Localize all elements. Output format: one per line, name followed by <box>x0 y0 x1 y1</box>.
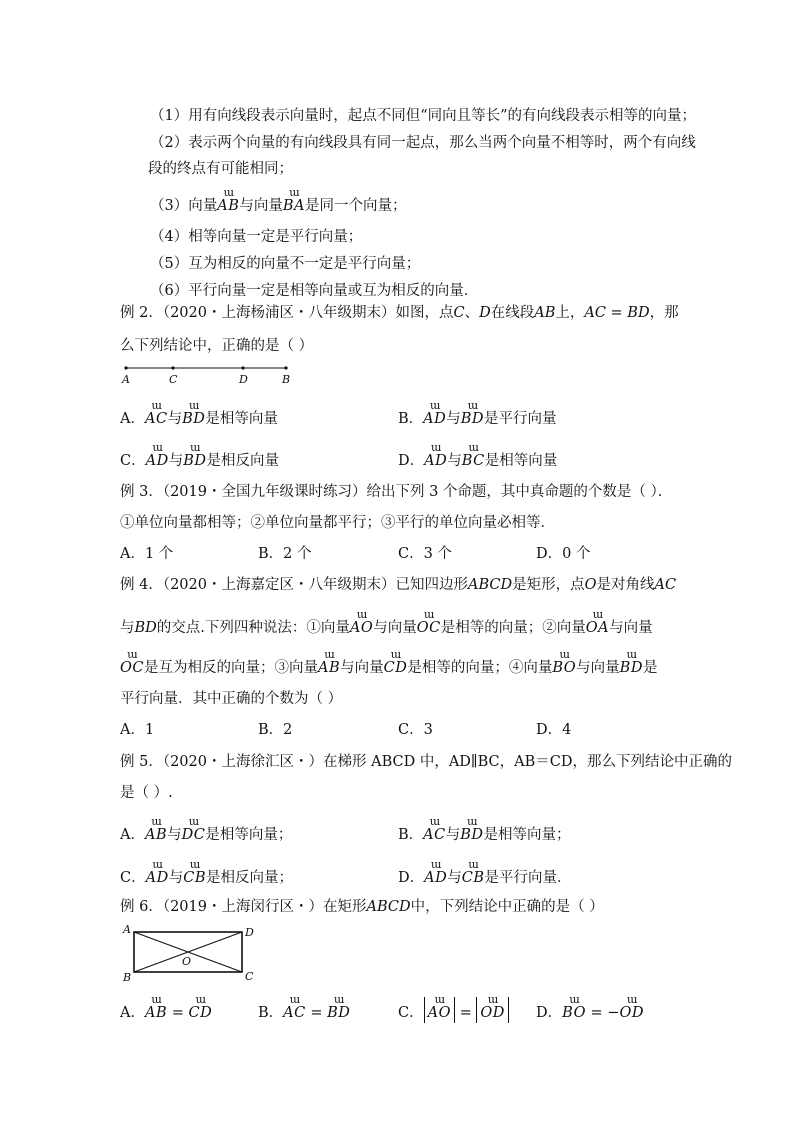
ex5-option-d[interactable]: D．ɯ AD与ɯ CB是平行向量． <box>398 862 572 888</box>
example-6-question: 例 6．（2019・上海闵行区・）在矩形ABCD中，下列结论中正确的是（ ） <box>120 899 604 915</box>
ex4-option-a[interactable]: A．1 <box>120 722 155 738</box>
ex5-option-c[interactable]: C．ɯ AD与ɯ CB是相反向量； <box>120 862 293 888</box>
ex6-option-b[interactable]: B．ɯ AC = ɯ BD <box>258 997 350 1023</box>
vertex-label-b: B <box>123 971 132 984</box>
ex4-option-d[interactable]: D．4 <box>536 722 572 738</box>
example-3-question: 例 3．（2019・全国九年级课时练习）给出下列 3 个命题，其中真命题的个数是（ ）． <box>120 484 673 500</box>
ex5-option-b[interactable]: B．ɯ AC与ɯ BD是相等向量； <box>398 819 571 845</box>
point-label-b: B <box>282 373 291 386</box>
ex6-option-d[interactable]: D．ɯ BO = −ɯ OD <box>536 997 644 1023</box>
point-label-c: C <box>169 373 178 386</box>
statement-1: （1）用有向线段表示向量时，起点不同但“同向且等长”的有向线段表示相等的向量； <box>150 108 697 124</box>
example-4-question: 例 4．（2020・上海嘉定区・八年级期末）已知四边形ABCD是矩形，点O是对角线AC <box>120 577 677 593</box>
example-4-question-2: 与BD的交点.下列四种说法：①向量ɯ AO与向量ɯ OC是相等的向量；②向量ɯ OA与向量 <box>120 612 653 638</box>
point-label-d: D <box>239 373 248 386</box>
segment-figure <box>118 360 298 386</box>
ex2-option-c[interactable]: C．ɯ AD与ɯ BD是相反向量 <box>120 445 279 471</box>
statement-4: （4）相等向量一定是平行向量； <box>150 229 363 245</box>
example-2-question-cont: 么下列结论中，正确的是（ ） <box>120 338 314 354</box>
statement-3: （3）向量ɯ AB与向量ɯ BA是同一个向量； <box>150 190 407 216</box>
ex2-option-a[interactable]: A．ɯ AC与ɯ BD是相等向量 <box>120 403 278 429</box>
ex3-option-d[interactable]: D．0 个 <box>536 546 591 562</box>
vertex-label-a: A <box>123 923 131 936</box>
vertex-label-d: D <box>245 926 254 939</box>
example-4-question-3: ɯ OC是互为相反的向量；③向量ɯ AB与向量ɯ CD是相等的向量；④向量ɯ BO与向量ɯ BD是 <box>120 652 657 678</box>
point-label-a: A <box>122 373 130 386</box>
statement-2-cont: 段的终点有可能相同； <box>148 161 293 177</box>
ex2-option-d[interactable]: D．ɯ AD与ɯ BC是相等向量 <box>398 445 557 471</box>
ex5-option-a[interactable]: A．ɯ AB与ɯ DC是相等向量； <box>120 819 292 845</box>
example-5-question-cont: 是（ ）. <box>120 785 173 801</box>
ex4-option-c[interactable]: C．3 <box>398 722 433 738</box>
vertex-label-c: C <box>245 970 254 983</box>
vector-ab: ɯ AB <box>217 190 239 216</box>
center-label-o: O <box>182 955 192 968</box>
ex6-option-c[interactable]: C．ɯ AO = ɯ OD <box>398 997 509 1023</box>
ex3-option-b[interactable]: B．2 个 <box>258 546 312 562</box>
ex3-option-a[interactable]: A．1 个 <box>120 546 174 562</box>
statement-6: （6）平行向量一定是相等向量或互为相反的向量． <box>150 283 479 299</box>
example-4-question-4: 平行向量．其中正确的个数为（ ） <box>120 691 343 707</box>
example-3-propositions: ①单位向量都相等；②单位向量都平行；③平行的单位向量必相等． <box>120 515 555 531</box>
ex4-option-b[interactable]: B．2 <box>258 722 293 738</box>
vector-ba: ɯ BA <box>283 190 305 216</box>
ex6-option-a[interactable]: A．ɯ AB = ɯ CD <box>120 997 212 1023</box>
example-5-question: 例 5．（2020・上海徐汇区・）在梯形 ABCD 中，AD∥BC，AB＝CD，那么下列结论中正确的 <box>120 754 732 770</box>
rectangle-figure <box>118 922 260 984</box>
statement-2: （2）表示两个向量的有向线段具有同一起点，那么当两个向量不相等时，两个有向线 <box>150 135 696 151</box>
example-2-question: 例 2．（2020・上海杨浦区・八年级期末）如图，点C、D在线段AB上，AC = BD，那 <box>120 305 679 321</box>
ex3-option-c[interactable]: C．3 个 <box>398 546 452 562</box>
ex2-option-b[interactable]: B．ɯ AD与ɯ BD是平行向量 <box>398 403 557 429</box>
statement-5: （5）互为相反的向量不一定是平行向量； <box>150 256 421 272</box>
